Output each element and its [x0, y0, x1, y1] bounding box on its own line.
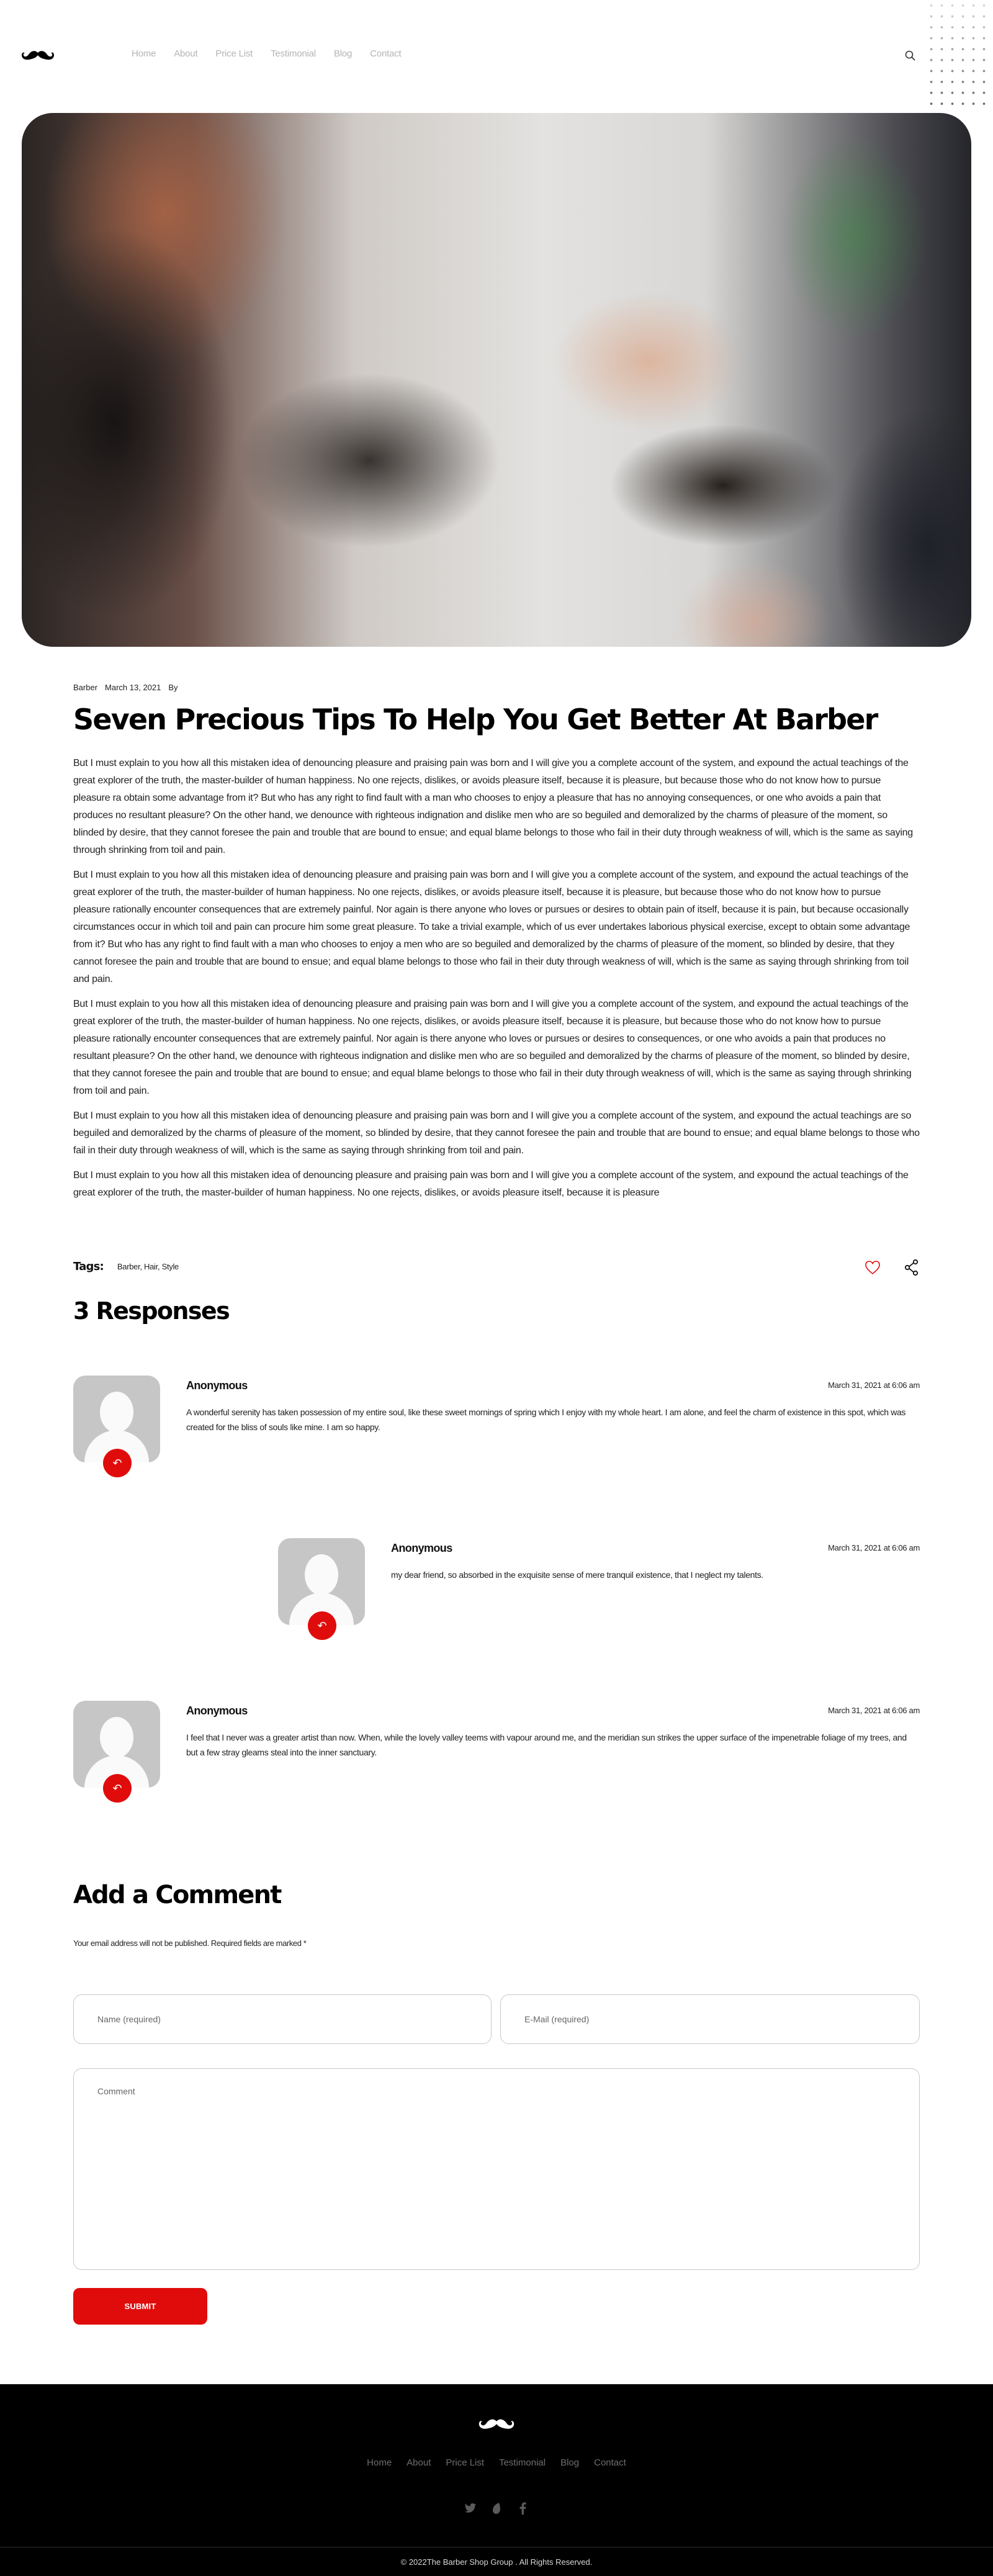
- reply-button[interactable]: [103, 1449, 132, 1477]
- nav-home[interactable]: Home: [132, 48, 156, 59]
- responses-title: 3 Responses: [73, 1297, 230, 1325]
- comment-avatar-wrap: [278, 1538, 365, 1637]
- nav-testimonial[interactable]: Testimonial: [271, 48, 316, 59]
- comment-avatar-wrap: [73, 1376, 160, 1475]
- comment-date: March 31, 2021 at 6:06 am: [828, 1380, 920, 1390]
- comment-text: my dear friend, so absorbed in the exquisite sense of mere tranquil existence, that I neglect my talents.: [391, 1570, 763, 1580]
- comment-textarea[interactable]: [73, 2068, 920, 2270]
- post-tags-row: [73, 1254, 920, 1279]
- comment-avatar-wrap: [73, 1701, 160, 1800]
- comment-body: [186, 1376, 920, 1475]
- facebook-icon[interactable]: [516, 2502, 529, 2515]
- mustache-logo-icon[interactable]: [470, 2415, 523, 2431]
- comment-date: March 31, 2021 at 6:06 am: [828, 1543, 920, 1552]
- comment-text: I feel that I never was a greater artist than now. When, while the lovely valley teems with vapour around me, and the meridian sun strikes the upper surface of the impenetrable foliage of my trees, and but a few stray gleams steal into the inner sanctuary.: [186, 1732, 907, 1757]
- comment-author: Anonymous: [186, 1379, 248, 1392]
- reply-icon: ↶: [112, 1781, 122, 1795]
- post-paragraph: But I must explain to you how all this mistaken idea of denouncing pleasure and praising pain was born and I will give you a complete account of the system, and expound the actual teachings of the great explorer of the truth, the master-builder of human happiness. No one rejects, dislikes, or avoids pleasure itself, because it is pleasure, but because those who do not know how to pursue pleasure rationally encounter consequences that are extremely painful. Nor again is there anyone who loves or pursues or desires to consequences, or one who avoids a pain that produces no resultant pleasure? On the other hand, we denounce with righteous indignation and dislike men who are so beguiled and demoralized by the charms of pleasure of the moment, so blinded by desire, that they cannot foresee the pain and trouble that are bound to ensue; and equal blame belongs to those who fail in their duty through weakness of will, which is the same as saying through shrinking from toil and pain.: [73, 998, 912, 1096]
- hero-image: [22, 113, 971, 647]
- reply-button[interactable]: [103, 1774, 132, 1803]
- post-meta: [73, 683, 920, 692]
- name-input[interactable]: [73, 1994, 492, 2044]
- envato-icon[interactable]: [490, 2502, 503, 2515]
- comment-text: A wonderful serenity has taken possession of my entire soul, like these sweet mornings of spring which I enjoy with my whole heart. I am alone, and feel the charm of existence in this spot, which was created for the bliss of souls like mine. I am so happy.: [186, 1407, 906, 1432]
- comment-item: [73, 1701, 920, 1800]
- reply-icon: ↶: [317, 1619, 327, 1632]
- tags-label: Tags:: [73, 1259, 104, 1273]
- decorative-dot-grid: [926, 0, 993, 106]
- comment-author: Anonymous: [186, 1705, 248, 1717]
- twitter-icon[interactable]: [464, 2502, 477, 2515]
- footer-nav: [0, 2457, 993, 2468]
- add-comment-title: Add a Comment: [73, 1881, 281, 1909]
- comment-item-reply: [278, 1538, 920, 1637]
- social-links: [0, 2502, 993, 2515]
- comment-item: [73, 1376, 920, 1475]
- nav-blog[interactable]: Blog: [333, 48, 353, 59]
- tags-list[interactable]: Barber, Hair, Style: [117, 1261, 179, 1271]
- nav-price-list[interactable]: Price List: [215, 48, 253, 59]
- post-paragraph: But I must explain to you how all this mistaken idea of denouncing pleasure and praising pain was born and I will give you a complete account of the system, and expound the actual teachings of the great explorer of the truth, the master-builder of human happiness. No one rejects, dislikes, or avoids pleasure itself, because it is pleasure: [73, 1169, 909, 1198]
- comment-body: [391, 1538, 920, 1637]
- site-footer: [0, 2384, 993, 2576]
- blog-post: [73, 683, 920, 1209]
- footer-nav-home[interactable]: Home: [367, 2457, 392, 2468]
- heart-icon[interactable]: [864, 1259, 881, 1276]
- site-header: [0, 0, 993, 113]
- share-icon[interactable]: [904, 1259, 920, 1276]
- post-paragraph: But I must explain to you how all this mistaken idea of denouncing pleasure and praising pain was born and I will give you a complete account of the system, and expound the actual teachings of the great explorer of the truth, the master-builder of human happiness. No one rejects, dislikes, or avoids pleasure itself, because it is pleasure, but because those who do not know how to pursue pleasure rationally encounter consequences that are extremely painful. Nor again is there anyone who loves or pursues or desires to obtain pain of itself, because it is pain, but because occasionally circumstances occur in which toil and pain can procure him some great pleasure. To take a trivial example, which of us ever undertakes laborious physical exercise, except to obtain some advantage from it? But who has any right to find fault with a man who chooses to enjoy a men who are so beguiled and demoralized by the charms of pleasure of the moment, so blinded by desire, that they cannot foresee the pain and trouble that are bound to ensue; and equal blame belongs to those who fail in their duty through weakness of will, which is the same as saying through shrinking from toil and pain.: [73, 869, 910, 984]
- comment-date: March 31, 2021 at 6:06 am: [828, 1706, 920, 1715]
- post-paragraph: But I must explain to you how all this mistaken idea of denouncing pleasure and praising pain was born and I will give you a complete account of the system, and expound the actual teachings of the great explorer of the truth, the master-builder of human happiness. No one rejects, dislikes, or avoids pleasure itself, because it is pleasure, but because those who do not know how to pursue pleasure ra obtain some advantage from it? But who has any right to find fault with a man who chooses to enjoy a pleasure that has no annoying consequences, or one who avoids a pain that produces no resultant pleasure? On the other hand, we denounce with righteous indignation and dislike men who are so beguiled and demoralized by the charms of pleasure of the moment, so blinded by desire, that they cannot foresee the pain and trouble that are bound to ensue; and equal blame belongs to those who fail in their duty through weakness of will, which is the same as saying through shrinking from toil and pain.: [73, 757, 913, 855]
- footer-nav-contact[interactable]: Contact: [594, 2457, 626, 2468]
- post-author-label: By: [168, 683, 178, 692]
- reply-button[interactable]: [308, 1611, 336, 1640]
- post-paragraph: But I must explain to you how all this mistaken idea of denouncing pleasure and praising pain was born and I will give you a complete account of the system, and expound the actual teachings are so beguiled and demoralized by the charms of pleasure of the moment, so blinded by desire, that they cannot foresee the pain and trouble that are bound to ensue; and equal blame belongs to those who fail in their duty through weakness of will, which is the same as saying through shrinking from toil and pain.: [73, 1110, 920, 1156]
- email-input[interactable]: [500, 1994, 920, 2044]
- submit-button[interactable]: SUBMIT: [73, 2288, 207, 2325]
- main-nav: [132, 48, 419, 59]
- add-comment-note: Your email address will not be published. Required fields are marked *: [73, 1939, 307, 1948]
- post-title: Seven Precious Tips To Help You Get Better At Barber: [73, 703, 878, 736]
- post-category[interactable]: Barber: [73, 683, 98, 692]
- comment-author: Anonymous: [391, 1542, 452, 1554]
- mustache-logo-icon[interactable]: [21, 47, 55, 62]
- footer-nav-blog[interactable]: Blog: [560, 2457, 580, 2468]
- nav-about[interactable]: About: [174, 48, 198, 59]
- footer-nav-about[interactable]: About: [407, 2457, 431, 2468]
- reply-icon: ↶: [112, 1456, 122, 1469]
- footer-nav-price-list[interactable]: Price List: [446, 2457, 485, 2468]
- footer-nav-testimonial[interactable]: Testimonial: [499, 2457, 546, 2468]
- nav-contact[interactable]: Contact: [370, 48, 402, 59]
- copyright-text: © 2022The Barber Shop Group . All Rights Reserved.: [400, 2557, 593, 2567]
- search-icon[interactable]: [904, 50, 917, 62]
- comment-body: [186, 1701, 920, 1800]
- post-date: March 13, 2021: [105, 683, 161, 692]
